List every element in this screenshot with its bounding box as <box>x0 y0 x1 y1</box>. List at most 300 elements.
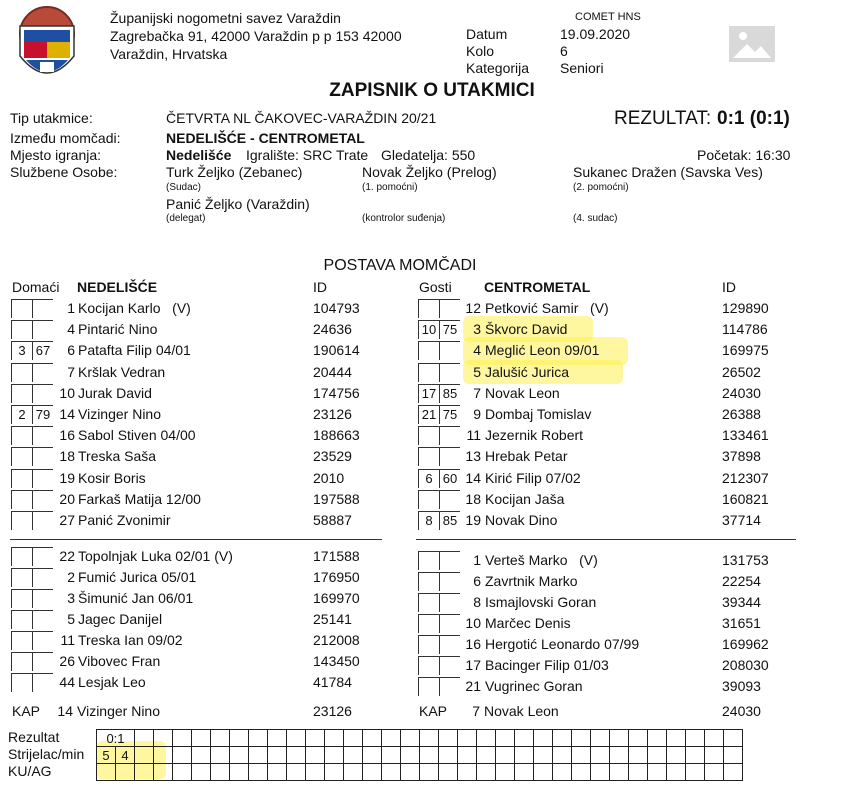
player-name: Hrebak Petar <box>485 448 568 465</box>
home-captain-number: 14 <box>57 703 73 719</box>
player-name: Ismajlovski Goran <box>485 594 597 610</box>
grid-cell <box>363 764 382 781</box>
player-number: 11 <box>60 632 75 648</box>
away-starter-row <box>0 406 864 426</box>
substitution-minute-box: 67 <box>32 341 53 360</box>
player-id: 131753 <box>722 552 769 568</box>
grid-cell <box>287 730 306 747</box>
player-number: 8 <box>473 594 481 610</box>
player-id: 171588 <box>313 548 360 564</box>
grid-cell <box>648 764 667 781</box>
grid-cell <box>591 747 610 764</box>
player-number: 3 <box>67 590 75 606</box>
grid-cell <box>458 747 477 764</box>
grid-cell <box>458 764 477 781</box>
grid-cell <box>534 730 553 747</box>
grid-cell <box>629 747 648 764</box>
player-number: 21 <box>465 678 481 694</box>
substitution-out-box <box>418 677 439 696</box>
teams-label: Između momčadi: <box>10 130 121 146</box>
substitution-out-box <box>418 572 439 591</box>
grid-cell <box>211 730 230 747</box>
player-id: 169975 <box>722 342 769 359</box>
player-name: Treska Ian 09/02 <box>78 632 183 648</box>
player-id: 23529 <box>313 448 352 465</box>
player-number: 17 <box>465 657 481 673</box>
substitution-out-box <box>418 635 439 654</box>
away-captain-id: 24030 <box>722 703 761 719</box>
player-number: 3 <box>473 321 481 338</box>
player-name: Zavrtnik Marko <box>485 573 578 589</box>
player-id: 160821 <box>722 490 769 507</box>
assistant2-name: Sukanec Dražen (Savska Ves) <box>573 164 763 180</box>
grid-cell <box>477 764 496 781</box>
player-id: 23126 <box>313 406 352 422</box>
away-starter-row <box>0 364 864 384</box>
home-team-name: NEDELIŠĆE <box>77 279 158 295</box>
grid-cell <box>363 730 382 747</box>
grid-cell <box>230 730 249 747</box>
player-id: 197588 <box>313 490 360 507</box>
grid-cell <box>515 747 534 764</box>
away-sub-row <box>0 636 864 656</box>
grid-cell <box>306 764 325 781</box>
substitution-out-box <box>418 490 439 509</box>
away-sub-row <box>0 594 864 614</box>
player-id: 208030 <box>722 657 769 673</box>
officials-label: Službene Osobe: <box>10 164 118 180</box>
grid-cell <box>287 747 306 764</box>
player-number: 1 <box>473 552 481 568</box>
player-number: 19 <box>465 512 481 528</box>
away-side-label: Gosti <box>419 279 452 295</box>
home-captain-name: Vizinger Nino <box>77 703 161 719</box>
grid-cell <box>97 764 116 781</box>
player-number: 22 <box>59 548 75 564</box>
player-id: 37714 <box>722 512 761 528</box>
away-captain-name: Novak Leon <box>484 703 559 719</box>
grid-cell <box>325 747 344 764</box>
player-number: 18 <box>59 448 75 465</box>
grid-cell <box>724 764 743 781</box>
player-id: 169970 <box>313 590 360 606</box>
home-section-divider <box>10 539 382 540</box>
player-name: Jurak David <box>78 384 152 401</box>
away-sub-row <box>0 678 864 698</box>
grid-cell <box>724 747 743 764</box>
home-id-header: ID <box>313 279 327 295</box>
player-number: 10 <box>465 615 481 631</box>
player-id: 212008 <box>313 632 360 648</box>
grid-cell <box>591 730 610 747</box>
grid-cell <box>173 730 192 747</box>
teams-value: NEDELIŠĆE - CENTROMETAL <box>166 130 365 146</box>
grid-cell <box>135 764 154 781</box>
grid-cell <box>686 730 705 747</box>
grid-cell <box>382 764 401 781</box>
date-label: Datum <box>466 26 508 42</box>
grid-cell <box>325 730 344 747</box>
player-name: Bacinger Filip 01/03 <box>485 657 609 673</box>
player-number: 7 <box>473 384 481 401</box>
grid-cell <box>629 730 648 747</box>
substitution-out-box <box>418 426 439 445</box>
away-starter-row <box>0 470 864 490</box>
player-number: 16 <box>59 427 75 444</box>
player-name: Kocijan Jaša <box>485 490 565 507</box>
result-label: REZULTAT: <box>614 108 712 129</box>
home-captain-id: 23126 <box>313 703 352 719</box>
player-id: 133461 <box>722 427 769 444</box>
grid-cell <box>249 747 268 764</box>
substitution-out-box <box>418 363 439 382</box>
player-number: 19 <box>59 469 75 486</box>
grid-cell <box>496 747 515 764</box>
player-number: 26 <box>59 653 75 669</box>
federation-address: Zagrebačka 91, 42000 Varaždin p p 153 42000 <box>110 28 402 44</box>
player-name: Fumić Jurica 05/01 <box>78 569 197 585</box>
player-number: 44 <box>59 674 75 690</box>
player-number: 5 <box>473 363 481 380</box>
player-name: Patafta Filip 04/01 <box>78 342 191 359</box>
player-id: 143450 <box>313 653 360 669</box>
grid-cell <box>553 747 572 764</box>
round-value: 6 <box>560 43 568 59</box>
grid-cell <box>686 747 705 764</box>
grid-cell <box>192 730 211 747</box>
grid-cell <box>496 764 515 781</box>
away-sub-row <box>0 552 864 572</box>
grid-cell <box>705 747 724 764</box>
referee-role: (Sudac) <box>166 182 202 193</box>
substitution-out-box: 8 <box>418 511 439 530</box>
grid-cell <box>458 730 477 747</box>
away-starter-row <box>0 512 864 532</box>
player-number: 2 <box>67 569 75 585</box>
player-name: Hergotić Leonardo 07/99 <box>485 636 640 652</box>
grid-cell <box>629 764 648 781</box>
grid-cell <box>116 764 135 781</box>
away-starter-row <box>0 491 864 511</box>
player-id: 26502 <box>722 363 761 380</box>
player-name: Kosir Boris <box>78 469 146 486</box>
grid-cell <box>439 730 458 747</box>
grid-cell <box>420 747 439 764</box>
substitution-out-box: 6 <box>418 469 439 488</box>
player-name: Topolnjak Luka 02/01 (V) <box>78 548 233 564</box>
match-type-label: Tip utakmice: <box>10 110 93 126</box>
fourth-official-role: (4. sudac) <box>573 213 618 224</box>
player-id: 22254 <box>722 573 761 589</box>
grid-cell <box>439 747 458 764</box>
substitution-minute-box: 79 <box>32 405 53 424</box>
federation-city: Varaždin, Hrvatska <box>110 46 228 62</box>
player-name: Škvorc David <box>485 321 568 338</box>
substitution-out-box <box>418 299 439 318</box>
away-starter-row <box>0 448 864 468</box>
grid-cell <box>268 730 287 747</box>
match-type-value: ČETVRTA NL ČAKOVEC-VARAŽDIN 20/21 <box>166 110 437 126</box>
system-label: COMET HNS <box>575 11 641 23</box>
player-number: 1 <box>67 300 75 316</box>
substitution-out-box: 3 <box>11 341 32 360</box>
player-id: 104793 <box>313 300 360 316</box>
grid-cell <box>515 764 534 781</box>
referee-name: Turk Željko (Zebanec) <box>166 164 303 180</box>
grid-cell <box>705 730 724 747</box>
player-name: Marčec Denis <box>485 615 571 631</box>
home-captain-label: KAP <box>12 703 41 719</box>
player-id: 176950 <box>313 569 360 585</box>
grid-cell <box>477 747 496 764</box>
player-name: Novak Dino <box>485 512 558 528</box>
player-id: 20444 <box>313 363 352 380</box>
player-name: Vizinger Nino <box>78 406 162 422</box>
away-team-name: CENTROMETAL <box>484 279 591 295</box>
away-captain-number: 7 <box>472 703 480 719</box>
grid-cell <box>553 730 572 747</box>
away-starter-row <box>0 385 864 405</box>
grid-cell <box>230 747 249 764</box>
substitution-minute-box: 75 <box>439 320 460 339</box>
grid-cell <box>439 764 458 781</box>
player-number: 14 <box>59 406 75 422</box>
grid-cell <box>363 747 382 764</box>
player-number: 4 <box>473 342 481 359</box>
grid-cell <box>610 764 629 781</box>
player-id: 174756 <box>313 384 360 401</box>
scorer-cell: 4 <box>116 747 135 764</box>
substitution-out-box <box>418 614 439 633</box>
federation-crest-logo <box>10 4 84 88</box>
delegate-role: (delegat) <box>166 213 206 224</box>
grid-cell <box>496 730 515 747</box>
grid-cell <box>306 747 325 764</box>
grid-cell <box>211 764 230 781</box>
category-value: Seniori <box>560 60 604 76</box>
grid-cell <box>534 747 553 764</box>
player-id: 212307 <box>722 469 769 486</box>
player-id: 41784 <box>313 674 352 690</box>
player-name: Jezernik Robert <box>485 427 584 444</box>
grid-cell <box>192 764 211 781</box>
grid-cell <box>325 764 344 781</box>
score-result-label: Rezultat <box>8 729 60 745</box>
score-result-cell: 0:1 <box>97 730 135 747</box>
grid-cell <box>667 730 686 747</box>
player-id: 129890 <box>722 300 769 316</box>
grid-cell <box>420 764 439 781</box>
grid-cell <box>135 747 154 764</box>
grid-cell <box>249 730 268 747</box>
player-number: 5 <box>67 611 75 627</box>
player-name: Kirić Filip 07/02 <box>485 469 581 486</box>
assistant1-name: Novak Željko (Prelog) <box>362 164 497 180</box>
player-id: 26388 <box>722 406 761 422</box>
referee-controller-role: (kontrolor suđenja) <box>362 213 446 224</box>
substitution-out-box <box>418 551 439 570</box>
grid-cell <box>306 730 325 747</box>
player-name: Vugrinec Goran <box>485 678 583 694</box>
grid-cell <box>553 764 572 781</box>
player-name: Lesjak Leo <box>78 674 146 690</box>
round-label: Kolo <box>466 43 495 59</box>
player-name: Jalušić Jurica <box>485 363 570 380</box>
grid-cell <box>572 747 591 764</box>
away-id-header: ID <box>722 279 736 295</box>
substitution-out-box <box>418 656 439 675</box>
grid-cell <box>287 764 306 781</box>
substitution-minute-box: 85 <box>439 384 460 403</box>
grid-cell <box>154 730 173 747</box>
grid-cell <box>344 730 363 747</box>
player-id: 114786 <box>722 321 768 338</box>
grid-cell <box>173 764 192 781</box>
player-name: Šimunić Jan 06/01 <box>78 590 194 606</box>
player-id: 190614 <box>313 342 360 359</box>
grid-cell <box>515 730 534 747</box>
player-number: 7 <box>67 363 75 380</box>
player-name: Novak Leon <box>485 384 560 401</box>
away-sub-row <box>0 615 864 635</box>
substitution-out-box: 21 <box>418 405 439 424</box>
away-starter-row <box>0 300 864 320</box>
grid-cell <box>401 730 420 747</box>
grid-cell <box>477 730 496 747</box>
player-name: Pintarić Nino <box>78 321 158 338</box>
away-captain-label: KAP <box>419 703 448 719</box>
substitution-minute-box: 85 <box>439 511 460 530</box>
away-sub-row <box>0 573 864 593</box>
grid-cell <box>648 747 667 764</box>
grid-cell <box>344 764 363 781</box>
player-id: 58887 <box>313 512 352 528</box>
grid-cell <box>667 764 686 781</box>
player-number: 18 <box>465 490 481 507</box>
grid-cell <box>135 730 154 747</box>
lineup-title: POSTAVA MOMČADI <box>323 257 477 274</box>
away-starter-row <box>0 427 864 447</box>
grid-cell <box>724 730 743 747</box>
grid-cell <box>230 764 249 781</box>
substitution-out-box <box>418 447 439 466</box>
substitution-out-box: 17 <box>418 384 439 403</box>
substitution-out-box: 2 <box>11 405 32 424</box>
category-label: Kategorija <box>466 60 530 76</box>
player-id: 37898 <box>722 448 761 465</box>
grid-cell <box>401 747 420 764</box>
player-number: 9 <box>473 406 481 422</box>
spectators-value: Gledatelja: 550 <box>381 147 476 163</box>
player-name: Panić Zvonimir <box>78 512 171 528</box>
scorer-label: Strijelac/min <box>8 746 85 762</box>
grid-cell <box>211 747 230 764</box>
home-side-label: Domaći <box>12 279 60 295</box>
page-title: ZAPISNIK O UTAKMICI <box>329 80 535 101</box>
player-name: Treska Saša <box>78 448 157 465</box>
grid-cell <box>686 764 705 781</box>
grid-cell <box>572 764 591 781</box>
grid-cell <box>610 747 629 764</box>
away-starter-row <box>0 321 864 341</box>
scoring-grid <box>96 729 743 781</box>
player-name: Kocijan Karlo (V) <box>78 300 191 316</box>
grid-cell <box>572 730 591 747</box>
player-number: 6 <box>473 573 481 589</box>
player-name: Meglić Leon 09/01 <box>485 342 600 359</box>
venue-value: Nedelišće <box>166 147 232 163</box>
grid-cell <box>705 764 724 781</box>
grid-cell <box>268 747 287 764</box>
player-number: 27 <box>59 512 75 528</box>
player-number: 10 <box>59 384 75 401</box>
grid-cell <box>249 764 268 781</box>
player-id: 25141 <box>313 611 352 627</box>
grid-cell <box>401 764 420 781</box>
grid-cell <box>173 747 192 764</box>
player-number: 6 <box>67 342 75 359</box>
player-name: Farkaš Matija 12/00 <box>78 490 201 507</box>
grid-cell <box>268 764 287 781</box>
venue-label: Mjesto igranja: <box>10 147 102 163</box>
player-name: Vibovec Fran <box>78 653 161 669</box>
federation-name: Županijski nogometni savez Varaždin <box>110 10 341 26</box>
player-name: Verteš Marko (V) <box>485 552 598 568</box>
player-id: 2010 <box>313 469 345 486</box>
pitch-value: Igralište: SRC Trate <box>246 147 369 163</box>
away-sub-row <box>0 657 864 677</box>
player-id: 169962 <box>722 636 769 652</box>
player-id: 31651 <box>722 615 761 631</box>
substitution-minute-box: 75 <box>439 405 460 424</box>
grid-cell <box>154 747 173 764</box>
player-name: Petković Samir (V) <box>485 300 609 316</box>
grid-cell <box>591 764 610 781</box>
result-value: 0:1 (0:1) <box>717 108 790 129</box>
player-id: 24030 <box>722 384 761 401</box>
player-id: 24636 <box>313 321 352 338</box>
grid-cell <box>382 730 401 747</box>
substitution-out-box <box>418 341 439 360</box>
grid-cell <box>192 747 211 764</box>
assistant1-role: (1. pomoćni) <box>362 182 418 193</box>
image-placeholder-icon <box>729 26 775 62</box>
assistant2-role: (2. pomoćni) <box>573 182 629 193</box>
date-value: 19.09.2020 <box>560 26 631 42</box>
away-starter-row <box>0 342 864 362</box>
grid-cell <box>420 730 439 747</box>
player-id: 188663 <box>313 427 360 444</box>
player-number: 12 <box>465 300 481 316</box>
substitution-out-box: 10 <box>418 320 439 339</box>
player-number: 14 <box>465 469 481 486</box>
grid-cell <box>382 747 401 764</box>
grid-cell <box>667 747 686 764</box>
substitution-out-box <box>418 593 439 612</box>
player-number: 11 <box>466 427 481 444</box>
ku-ag-label: KU/AG <box>8 763 52 779</box>
away-section-divider <box>416 539 796 540</box>
player-id: 39093 <box>722 678 761 694</box>
player-number: 13 <box>465 448 481 465</box>
kickoff-value: Početak: 16:30 <box>697 147 791 163</box>
player-number: 16 <box>465 636 481 652</box>
grid-cell <box>610 730 629 747</box>
player-id: 39344 <box>722 594 761 610</box>
player-number: 4 <box>67 321 75 338</box>
player-number: 20 <box>59 490 75 507</box>
substitution-minute-box: 60 <box>439 469 460 488</box>
